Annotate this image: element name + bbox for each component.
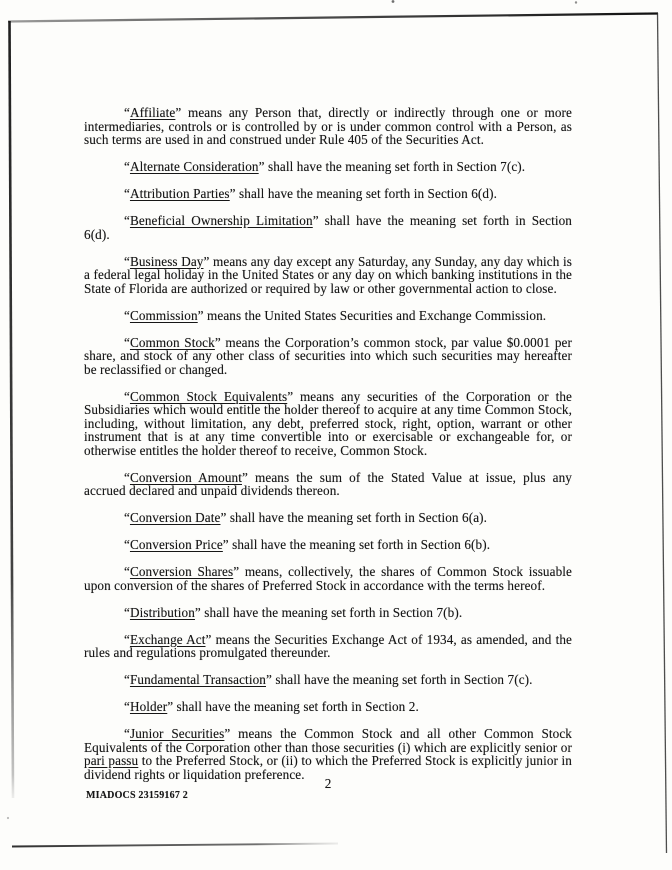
paragraph-text: “ bbox=[124, 469, 130, 485]
paragraph-text: ” means the United States Securities and Exchange Commission. bbox=[197, 307, 547, 323]
paragraph-text: “ bbox=[124, 672, 130, 687]
defined-term: Alternate Consideration bbox=[129, 159, 259, 174]
paragraph-text: ” means any securities of the Corporation or the Subsidiaries which would entitle the holder thereof to acquire at any time Common Stock, including, without limitation, any debt, preferred stock, right, option, warrant or other instrument that is at any time convertible into or exercisable or exchangeable for, or otherwise entitles the holder thereof to receive, Common Stock. bbox=[84, 388, 572, 458]
paragraph-text: ” means the Common Stock and all other Common Stock Equivalents of the Corporation other than those securities (i) which are explicitly senior or bbox=[84, 726, 572, 755]
paragraph-text: ” shall have the meaning set forth in Section 6(a). bbox=[220, 510, 488, 525]
scan-edge-bottom bbox=[12, 844, 338, 847]
paragraph-text: ” means, collectively, the shares of Common Stock issuable upon conversion of the shares of Preferred Stock in accordance with the terms hereof. bbox=[84, 564, 572, 593]
definition-paragraph-13 bbox=[84, 606, 572, 620]
document-body bbox=[84, 106, 572, 795]
defined-term: Exchange Act bbox=[129, 631, 206, 647]
defined-term: Beneficial Ownership Limitation bbox=[129, 213, 313, 228]
defined-term: Junior Securities bbox=[129, 726, 225, 741]
scan-edge-top bbox=[8, 14, 658, 22]
scan-speck bbox=[7, 817, 9, 819]
paragraph-text: to the Preferred Stock, or (ii) to which the Preferred Stock is explicitly junior in dividend rights or liquidation preference. bbox=[84, 753, 572, 782]
definition-paragraph-3 bbox=[84, 187, 572, 201]
defined-term: Conversion Amount bbox=[129, 469, 242, 485]
paragraph-text: ” shall have the meaning set forth in Section 6(d). bbox=[229, 186, 497, 201]
paragraph-text: “ bbox=[124, 604, 130, 620]
paragraph-text: “ bbox=[124, 253, 130, 269]
definition-paragraph-11 bbox=[84, 538, 572, 552]
paragraph-text: “ bbox=[124, 537, 130, 552]
definition-paragraph-12 bbox=[84, 565, 572, 592]
paragraph-text: ” shall have the meaning set forth in Section 2. bbox=[167, 699, 419, 714]
defined-term: Common Stock bbox=[129, 334, 215, 350]
paragraph-text: “ bbox=[124, 564, 130, 579]
paragraph-text: ” shall have the meaning set forth in Section 7(b). bbox=[194, 604, 463, 620]
paragraph-text: “ bbox=[124, 631, 130, 647]
paragraph-text: ” means any Person that, directly or indirectly through one or more intermediaries, controls or is controlled by or is under common control with a Person, as such terms are used in and construed under Rule 405 of the Securities Act. bbox=[84, 105, 572, 147]
definition-paragraph-1 bbox=[84, 106, 572, 147]
defined-term: Conversion Date bbox=[129, 510, 221, 525]
defined-term: Holder bbox=[129, 699, 168, 714]
definition-paragraph-5 bbox=[84, 255, 572, 296]
defined-term: Distribution bbox=[129, 604, 195, 620]
paragraph-text: ” means the Securities Exchange Act of 1934, as amended, and the rules and regulations promulgated thereunder. bbox=[84, 631, 572, 660]
paragraph-text: ” shall have the meaning set forth in Section 6(b). bbox=[222, 537, 491, 552]
definition-paragraph-14 bbox=[84, 633, 572, 660]
definition-paragraph-8 bbox=[84, 390, 572, 458]
paragraph-text: “ bbox=[124, 213, 130, 228]
paragraph-text: ” means the Corporation’s common stock, par value $0.0001 per share, and stock of any other class of securities into which such securities may hereafter be reclassified or changed. bbox=[84, 334, 572, 377]
paragraph-text: ” shall have the meaning set forth in Section 7(c). bbox=[258, 159, 526, 174]
doc-id-footer: MIADOCS 23159167 2 bbox=[86, 790, 188, 801]
defined-term: Commission bbox=[129, 307, 198, 323]
defined-term: Affiliate bbox=[129, 105, 176, 120]
scan-edge-right bbox=[658, 13, 667, 853]
paragraph-text: ” means the sum of the Stated Value at issue, plus any accrued declared and unpaid dividends thereon. bbox=[84, 469, 572, 498]
paragraph-text: “ bbox=[124, 726, 130, 741]
definition-paragraph-9 bbox=[84, 471, 572, 498]
paragraph-text: “ bbox=[124, 699, 130, 714]
scan-edge-left bbox=[10, 21, 14, 798]
paragraph-text: “ bbox=[124, 334, 130, 350]
defined-term: Conversion Price bbox=[129, 537, 223, 552]
definition-paragraph-15 bbox=[84, 673, 572, 687]
definition-paragraph-2 bbox=[84, 160, 572, 174]
paragraph-text: “ bbox=[124, 159, 130, 174]
scan-speck bbox=[575, 1, 577, 3]
definition-paragraph-4 bbox=[84, 214, 572, 241]
defined-term: Common Stock Equivalents bbox=[129, 388, 288, 404]
paragraph-text: ” shall have the meaning set forth in Section 6(d). bbox=[84, 213, 572, 242]
defined-term: Attribution Parties bbox=[129, 186, 230, 201]
defined-term: Conversion Shares bbox=[129, 564, 234, 579]
paragraph-text: “ bbox=[124, 186, 130, 201]
definition-paragraph-10 bbox=[84, 511, 572, 525]
defined-term: pari passu bbox=[84, 753, 139, 768]
defined-term: Fundamental Transaction bbox=[129, 672, 266, 687]
definition-paragraph-6 bbox=[84, 309, 572, 323]
paragraph-text: “ bbox=[124, 388, 130, 404]
definition-paragraph-7 bbox=[84, 336, 572, 377]
page-number: 2 bbox=[324, 776, 332, 791]
paragraph-text: ” means any day except any Saturday, any Sunday, any day which is a federal legal holiday in the United States or any day on which banking institutions in the State of Florida are authorized or required by law or other governmental action to close. bbox=[84, 253, 572, 296]
paragraph-text: ” shall have the meaning set forth in Section 7(c). bbox=[265, 672, 533, 687]
paragraph-text: “ bbox=[124, 510, 130, 525]
defined-term: Business Day bbox=[129, 253, 204, 269]
paragraph-text: “ bbox=[124, 307, 130, 323]
definition-paragraph-17 bbox=[84, 727, 572, 781]
paragraph-text: “ bbox=[124, 105, 130, 120]
scan-speck bbox=[392, 0, 395, 3]
definition-paragraph-16 bbox=[84, 700, 572, 714]
